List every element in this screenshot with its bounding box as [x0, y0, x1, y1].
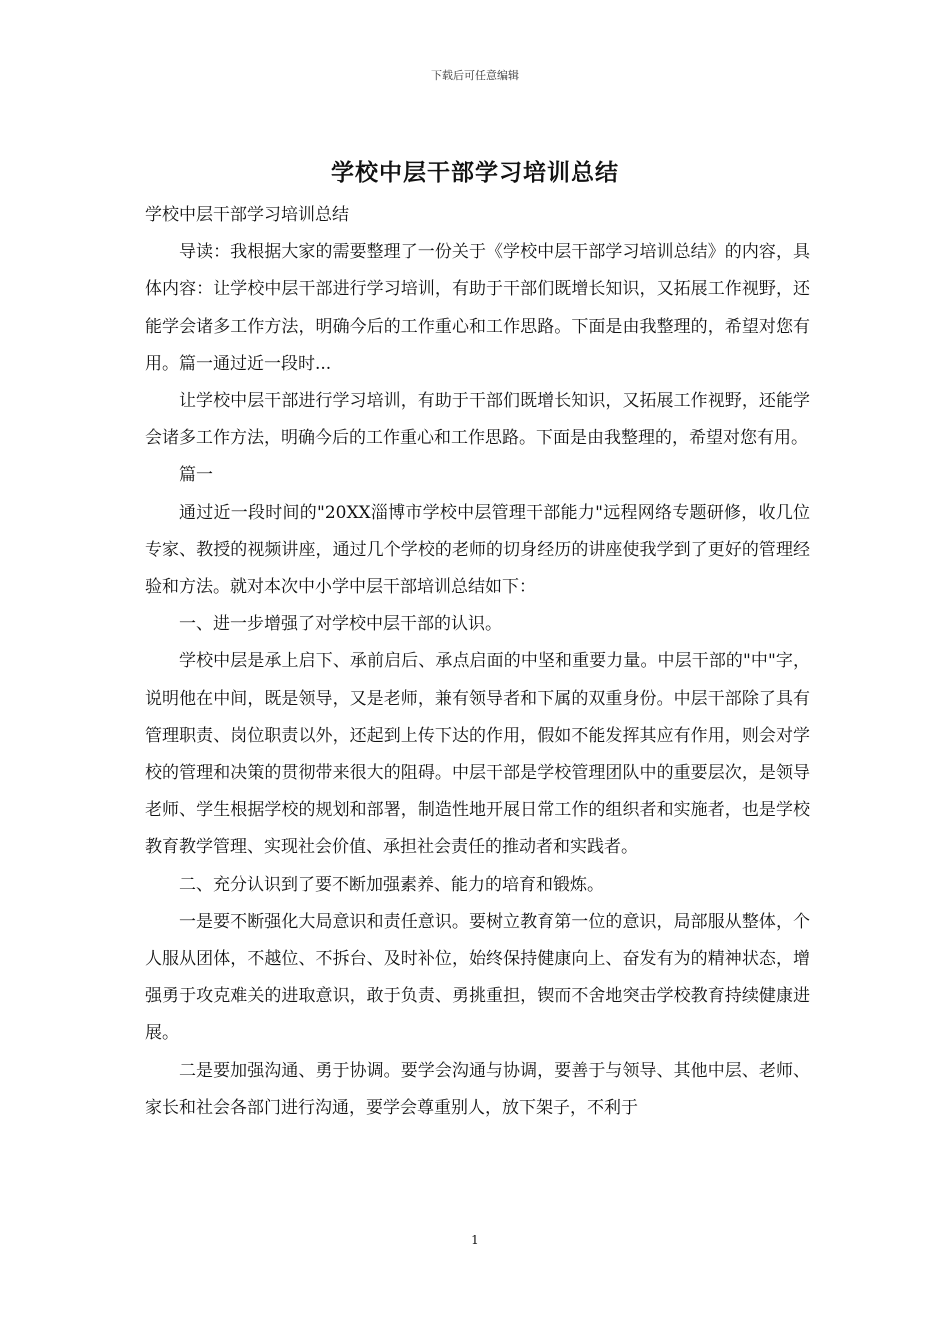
paragraph: 一是要不断强化大局意识和责任意识。要树立教育第一位的意识，局部服从整体，个人服从团体，不越位、不拆台、及时补位，始终保持健康向上、奋发有为的精神状态，增强勇于攻克难关的进取意识，敢于负责、勇挑重担，锲而不舍地突击学校教育持续健康进展。 [145, 911, 810, 1044]
header-note: 下载后可任意编辑 [431, 69, 519, 82]
paragraph: 学校中层是承上启下、承前启后、承点启面的中坚和重要力量。中层干部的"中"字，说明他在中间，既是领导，又是老师，兼有领导者和下属的双重身份。中层干部除了具有管理职责、岗位职责以外，还起到上传下达的作用，假如不能发挥其应有作用，则会对学校的管理和决策的贯彻带来很大的阻碍。中层干部是学校管理团队中的重要层次，是领导老师、学生根据学校的规划和部署，制造性地开展日常工作的组织者和实施者，也是学校教育教学管理、实现社会价值、承担社会责任的推动者和实践者。 [145, 651, 810, 858]
document-body [145, 197, 810, 1127]
page-number: 1 [471, 1233, 479, 1247]
document-title: 学校中层干部学习培训总结 [331, 159, 619, 186]
section-heading: 二、充分认识到了要不断加强素养、能力的培育和锻炼。 [179, 874, 604, 895]
paragraph: 篇一 [179, 465, 213, 486]
paragraph: 学校中层干部学习培训总结 [145, 205, 349, 225]
section-heading: 一、进一步增强了对学校中层干部的认识。 [179, 614, 502, 635]
paragraph: 二是要加强沟通、勇于协调。要学会沟通与协调，要善于与领导、其他中层、老师、家长和社会各部门进行沟通，要学会尊重别人，放下架子，不利于 [145, 1060, 810, 1118]
paragraph: 让学校中层干部进行学习培训，有助于干部们既增长知识，又拓展工作视野，还能学会诸多工作方法，明确今后的工作重心和工作思路。下面是由我整理的，希望对您有用。 [145, 391, 810, 449]
paragraph: 导读：我根据大家的需要整理了一份关于《学校中层干部学习培训总结》的内容，具体内容：让学校中层干部进行学习培训，有助于干部们既增长知识，又拓展工作视野，还能学会诸多工作方法，明确今后的工作重心和工作思路。下面是由我整理的，希望对您有用。篇一通过近一段时... [145, 242, 810, 374]
paragraph: 通过近一段时间的"20XX淄博市学校中层管理干部能力"远程网络专题研修，收几位专家、教授的视频讲座，通过几个学校的老师的切身经历的讲座使我学到了更好的管理经验和方法。就对本次中小学中层干部培训总结如下： [145, 502, 810, 598]
